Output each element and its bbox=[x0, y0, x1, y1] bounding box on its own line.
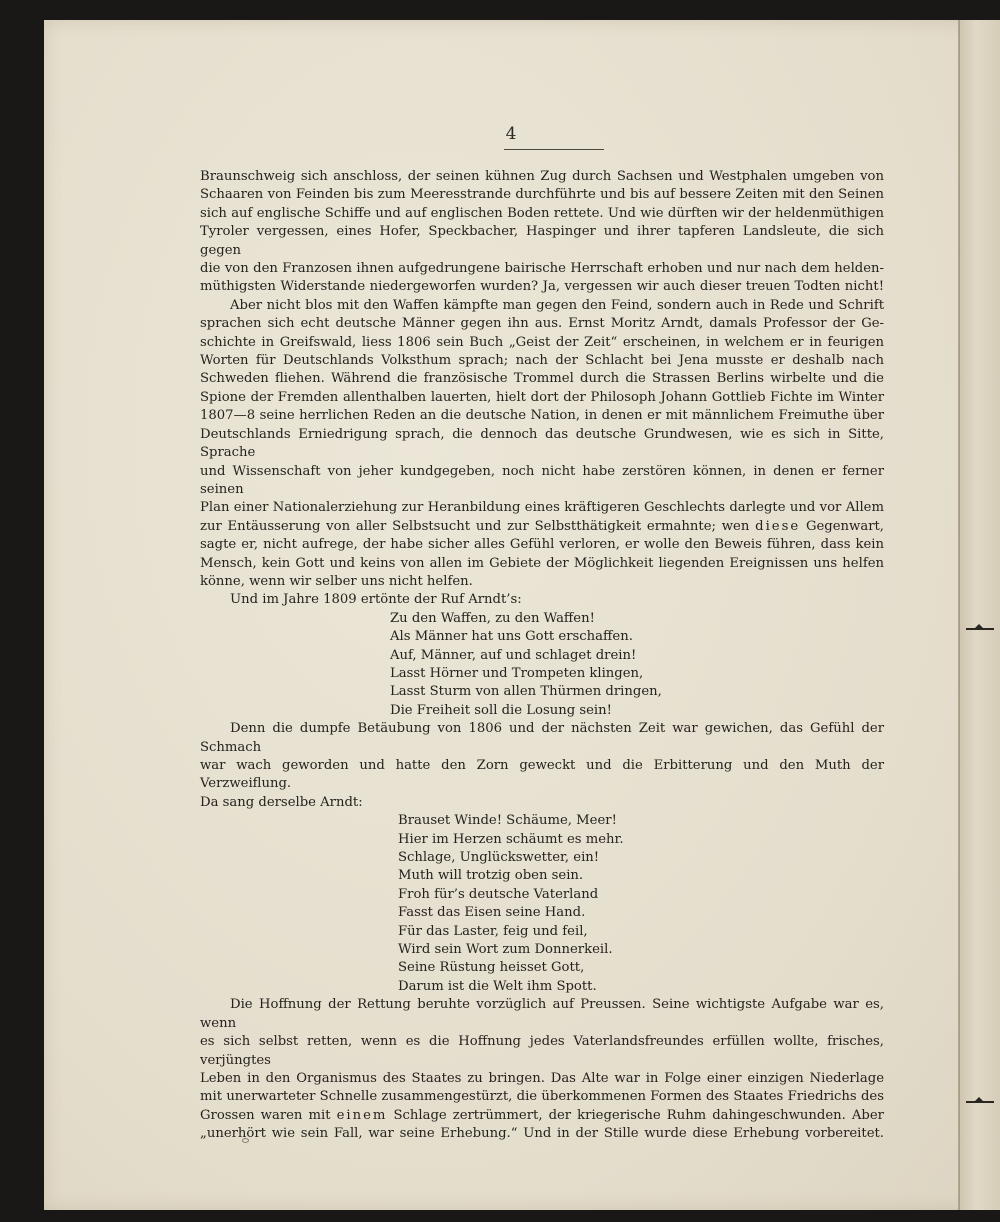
text-line: mit unerwarteter Schnelle zusammengestürzt, die überkommenen Formen des Staates Friedrichs des bbox=[200, 1089, 884, 1105]
verse-line: Hier im Herzen schäumt es mehr. bbox=[398, 831, 624, 847]
text-line: Tyroler vergessen, eines Hofer, Speckbacher, Haspinger und ihrer tapferen Landsleute, die sich gegen bbox=[200, 224, 884, 258]
verse-block bbox=[200, 610, 884, 720]
text-line: und Wissenschaft von jeher kundgegeben, noch nicht habe zerstören können, in denen er ferner seinen bbox=[200, 463, 884, 497]
verse-line: Als Männer hat uns Gott erschaffen. bbox=[390, 629, 633, 645]
verse-line: Lasst Hörner und Trompeten klingen, bbox=[390, 665, 644, 681]
verse-line: Froh für’s deutsche Vaterland bbox=[398, 886, 599, 902]
text-line: es sich selbst retten, wenn es die Hoffnung jedes Vaterlandsfreundes erfüllen wollte, frisches, verjüngtes bbox=[200, 1034, 884, 1068]
text-line: Schaaren von Feinden bis zum Meeresstrande durchführte und bis auf bessere Zeiten mit den Seinen bbox=[200, 187, 884, 203]
text-line: die von den Franzosen ihnen aufgedrungene bairische Herrschaft erhoben und nur nach dem helden- bbox=[200, 261, 884, 277]
verse-line: Zu den Waffen, zu den Waffen! bbox=[390, 610, 595, 626]
text-line bbox=[200, 1107, 884, 1125]
verse-block bbox=[200, 812, 884, 996]
text-line: Schweden fliehen. Während die französische Trommel durch die Strassen Berlins wirbelte und die bbox=[200, 371, 884, 387]
page-number-rule bbox=[504, 149, 604, 150]
text-line: sagte er, nicht aufrege, der habe sicher alles Gefühl verloren, er wolle den Beweis führen, dass kein bbox=[200, 537, 884, 553]
text-line: war wach geworden und hatte den Zorn geweckt und die Erbitterung und den Muth der Verzweiflung. bbox=[200, 758, 884, 792]
text-line: Denn die dumpfe Betäubung von 1806 und der nächsten Zeit war gewichen, das Gefühl der Schmach bbox=[200, 721, 884, 755]
verse-line: Wird sein Wort zum Donnerkeil. bbox=[398, 942, 613, 958]
text-run: Schlage zertrümmert, der kriegerische Ruhm dahingeschwunden. Aber bbox=[387, 1107, 884, 1123]
text-run: zur Entäusserung von aller Selbstsucht und zur Selbstthätigkeit ermahnte; wen bbox=[200, 518, 756, 534]
text-line: Leben in den Organismus des Staates zu bringen. Das Alte war in Folge einer einzigen Niederlage bbox=[200, 1070, 884, 1086]
text-line bbox=[200, 518, 884, 536]
verse-line: Schlage, Unglückswetter, ein! bbox=[398, 850, 600, 866]
text-line: müthigsten Widerstande niedergeworfen wurden? Ja, vergessen wir auch dieser treuen Todten nicht! bbox=[200, 279, 884, 295]
page-edge-marker-icon bbox=[966, 628, 994, 630]
verse-line: Für das Laster, feig und feil, bbox=[398, 923, 588, 939]
verse-line: Muth will trotzig oben sein. bbox=[398, 868, 584, 884]
paper-speck bbox=[242, 1138, 249, 1143]
facing-page-edge bbox=[960, 20, 1000, 1210]
text-line: schichte in Greifswald, liess 1806 sein Buch „Geist der Zeit“ erscheinen, in welchem er in feurigen bbox=[200, 334, 884, 350]
text-line: Spione der Fremden allenthalben lauerten, hielt dort der Philosoph Johann Gottlieb Fichte im Winter bbox=[200, 389, 884, 405]
text-run: Grossen waren mit bbox=[200, 1107, 337, 1123]
text-line: Braunschweig sich anschloss, der seinen kühnen Zug durch Sachsen und Westphalen umgeben von bbox=[200, 169, 884, 184]
text-line: Da sang derselbe Arndt: bbox=[200, 794, 363, 810]
text-line: Worten für Deutschlands Volksthum sprach; nach der Schlacht bei Jena musste er deshalb nach bbox=[200, 353, 884, 369]
text-line: „unerhört wie sein Fall, war seine Erhebung.“ Und in der Stille wurde diese Erhebung vorbereitet. bbox=[200, 1126, 884, 1142]
verse-line: Seine Rüstung heisset Gott, bbox=[398, 960, 585, 976]
text-line: Und im Jahre 1809 ertönte der Ruf Arndt’s: bbox=[230, 592, 522, 608]
text-line: Die Hoffnung der Rettung beruhte vorzüglich auf Preussen. Seine wichtigste Aufgabe war es, wenn bbox=[200, 997, 884, 1031]
emphasized-word: diese bbox=[755, 518, 801, 534]
text-line: sprachen sich echt deutsche Männer gegen ihn aus. Ernst Moritz Arndt, damals Professor der Ge- bbox=[200, 316, 884, 332]
verse-line: Die Freiheit soll die Losung sein! bbox=[390, 702, 612, 718]
body-text bbox=[200, 168, 884, 1144]
verse-line: Fasst das Eisen seine Hand. bbox=[398, 905, 586, 921]
page-edge-marker-icon bbox=[966, 1101, 994, 1103]
verse-line: Darum ist die Welt ihm Spott. bbox=[398, 978, 597, 994]
text-line: könne, wenn wir selber uns nicht helfen. bbox=[200, 573, 473, 589]
text-line: Mensch, kein Gott und keins von allen im Gebiete der Möglichkeit liegenden Ereignissen uns helfen bbox=[200, 555, 884, 571]
text-line: Aber nicht blos mit den Waffen kämpfte man gegen den Feind, sondern auch in Rede und Schrift bbox=[230, 297, 884, 313]
text-line: 1807—8 seine herrlichen Reden an die deutsche Nation, in denen er mit männlichem Freimuthe über bbox=[200, 408, 884, 424]
book-page bbox=[44, 20, 978, 1210]
verse-line: Auf, Männer, auf und schlaget drein! bbox=[390, 647, 637, 663]
text-line: Deutschlands Erniedrigung sprach, die dennoch das deutsche Grundwesen, wie es sich in Sitte, Sprache bbox=[200, 426, 884, 461]
page-number: 4 bbox=[505, 124, 517, 144]
verse-line: Lasst Sturm von allen Thürmen dringen, bbox=[390, 684, 662, 700]
emphasized-word: einem bbox=[336, 1107, 388, 1123]
text-line: Plan einer Nationalerziehung zur Heranbildung eines kräftigeren Geschlechts darlegte und vor Allem bbox=[200, 500, 884, 516]
verse-line: Brauset Winde! Schäume, Meer! bbox=[398, 813, 617, 829]
text-run: Gegenwart, bbox=[800, 518, 884, 534]
text-line: sich auf englische Schiffe und auf englischen Boden rettete. Und wie dürften wir der heldenmüthigen bbox=[200, 205, 884, 221]
